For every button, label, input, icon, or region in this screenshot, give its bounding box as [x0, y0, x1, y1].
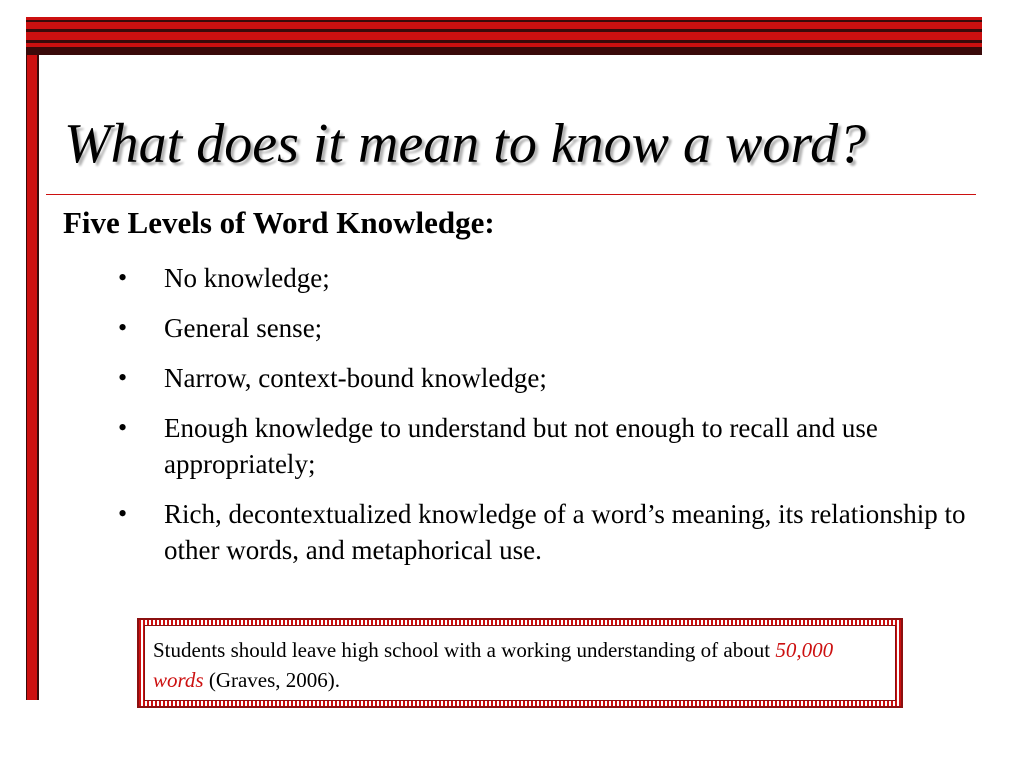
title-divider [46, 194, 976, 195]
top-decorative-band [26, 17, 982, 55]
left-decorative-bar [26, 55, 39, 700]
callout-highlight: 50,000 words [153, 638, 834, 692]
bullet-text: Narrow, context-bound knowledge; [164, 363, 547, 393]
bullet-text: General sense; [164, 313, 323, 343]
bullet-text: Rich, decontextualized knowledge of a word’s meaning, its relationship to other words, and metaphorical use. [164, 499, 966, 565]
bullet-item [118, 360, 978, 396]
bullet-icon: • [118, 263, 128, 292]
slide-title: What does it mean to know a word? [64, 113, 867, 175]
bullet-item [118, 410, 978, 482]
callout-text-before: Students should leave high school with a working understanding of about [153, 638, 776, 662]
callout-text-after: (Graves, 2006). [203, 668, 341, 692]
bullet-item [118, 260, 978, 296]
bullet-icon: • [118, 413, 128, 442]
bullet-item [118, 496, 978, 568]
bullet-icon: • [118, 499, 128, 528]
bullet-list [118, 260, 978, 582]
callout-text [144, 625, 896, 701]
bullet-text: Enough knowledge to understand but not enough to recall and use appropriately; [164, 413, 878, 479]
bullet-icon: • [118, 363, 128, 392]
bullet-icon: • [118, 313, 128, 342]
section-heading: Five Levels of Word Knowledge: [63, 205, 495, 240]
callout-box [137, 618, 903, 708]
bullet-item [118, 310, 978, 346]
bullet-text: No knowledge; [164, 263, 330, 293]
